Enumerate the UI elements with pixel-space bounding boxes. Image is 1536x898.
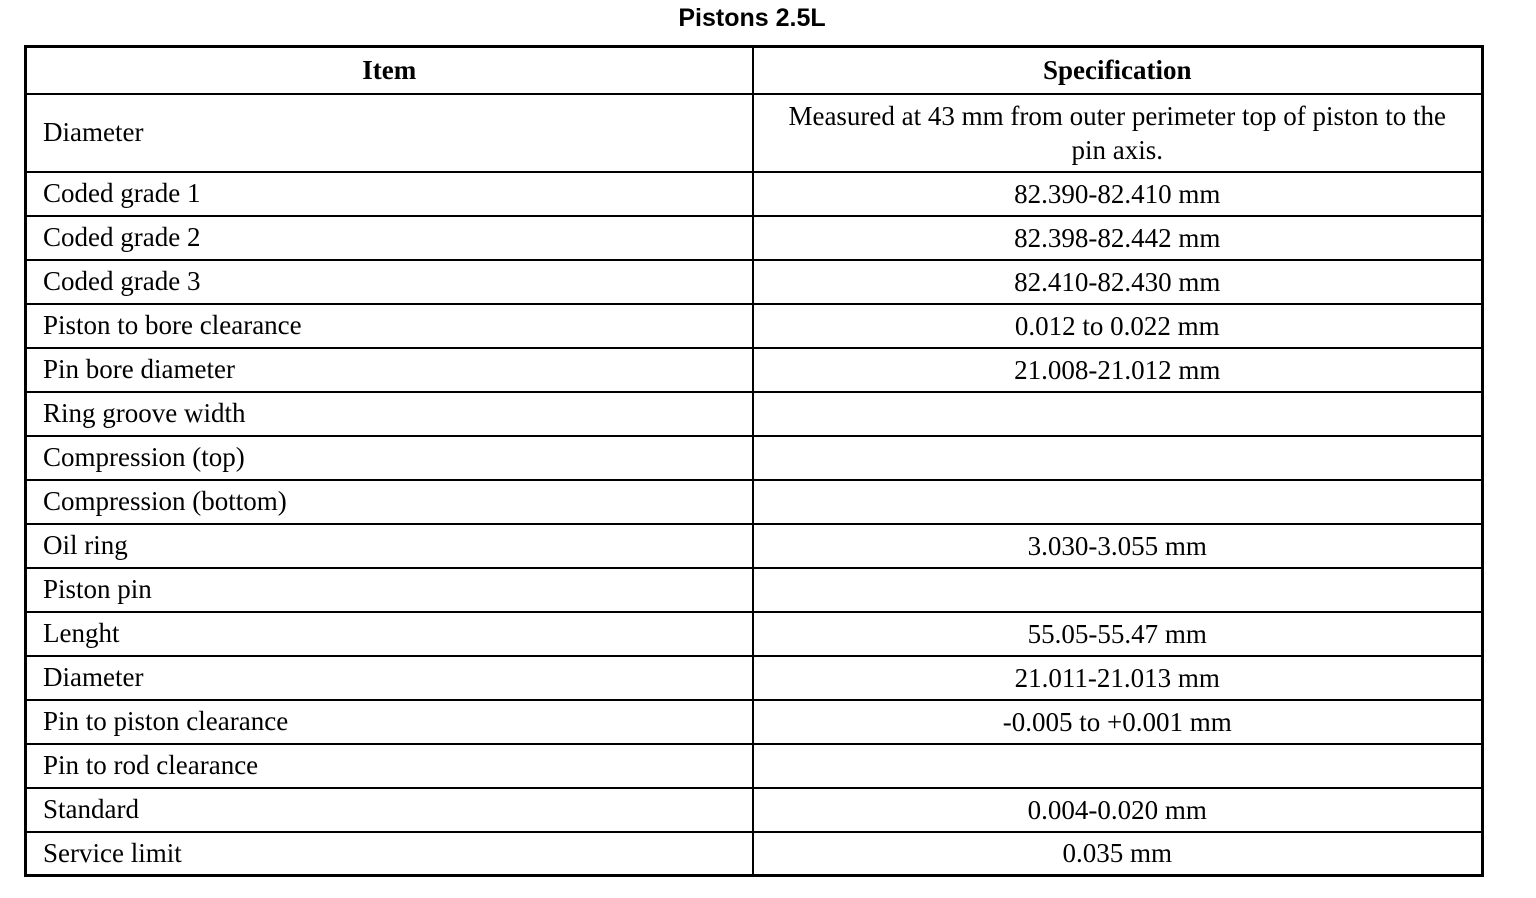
spec-cell: 0.012 to 0.022 mm [753,304,1483,348]
page-title: Pistons 2.5L [678,4,826,32]
table-row [26,524,1483,568]
item-cell: Oil ring [26,524,753,568]
spec-cell [753,436,1483,480]
spec-cell: 82.410-82.430 mm [753,260,1483,304]
item-cell: Compression (top) [26,436,753,480]
spec-cell: 21.008-21.012 mm [753,348,1483,392]
table-row [26,480,1483,524]
column-header-item: Item [26,47,753,94]
table-row [26,392,1483,436]
table-row [26,94,1483,172]
spec-cell [753,392,1483,436]
table-row [26,348,1483,392]
column-header-specification: Specification [753,47,1483,94]
item-cell: Service limit [26,832,753,876]
table-row [26,216,1483,260]
table-row [26,568,1483,612]
table-row [26,436,1483,480]
item-cell: Ring groove width [26,392,753,436]
spec-cell: 0.004-0.020 mm [753,788,1483,832]
item-cell: Coded grade 1 [26,172,753,216]
spec-cell: 21.011-21.013 mm [753,656,1483,700]
spec-cell: 0.035 mm [753,832,1483,876]
item-cell: Pin to piston clearance [26,700,753,744]
spec-cell: 55.05-55.47 mm [753,612,1483,656]
item-cell: Diameter [26,94,753,172]
item-cell: Coded grade 2 [26,216,753,260]
item-cell: Pin to rod clearance [26,744,753,788]
table-header-row [26,47,1483,94]
spec-cell: 82.390-82.410 mm [753,172,1483,216]
spec-cell [753,744,1483,788]
item-cell: Standard [26,788,753,832]
table-row [26,788,1483,832]
item-cell: Diameter [26,656,753,700]
spec-cell: 82.398-82.442 mm [753,216,1483,260]
table-row [26,744,1483,788]
spec-cell [753,568,1483,612]
table-row [26,260,1483,304]
table-row [26,172,1483,216]
item-cell: Piston pin [26,568,753,612]
table-row [26,832,1483,876]
table-row [26,304,1483,348]
item-cell: Piston to bore clearance [26,304,753,348]
item-cell: Pin bore diameter [26,348,753,392]
table-row [26,656,1483,700]
table-row [26,700,1483,744]
spec-cell: 3.030-3.055 mm [753,524,1483,568]
spec-cell: -0.005 to +0.001 mm [753,700,1483,744]
table-row [26,612,1483,656]
item-cell: Compression (bottom) [26,480,753,524]
item-cell: Lenght [26,612,753,656]
spec-table [24,45,1484,877]
spec-cell: Measured at 43 mm from outer perimeter top of piston to the pin axis. [753,94,1483,172]
item-cell: Coded grade 3 [26,260,753,304]
spec-cell [753,480,1483,524]
